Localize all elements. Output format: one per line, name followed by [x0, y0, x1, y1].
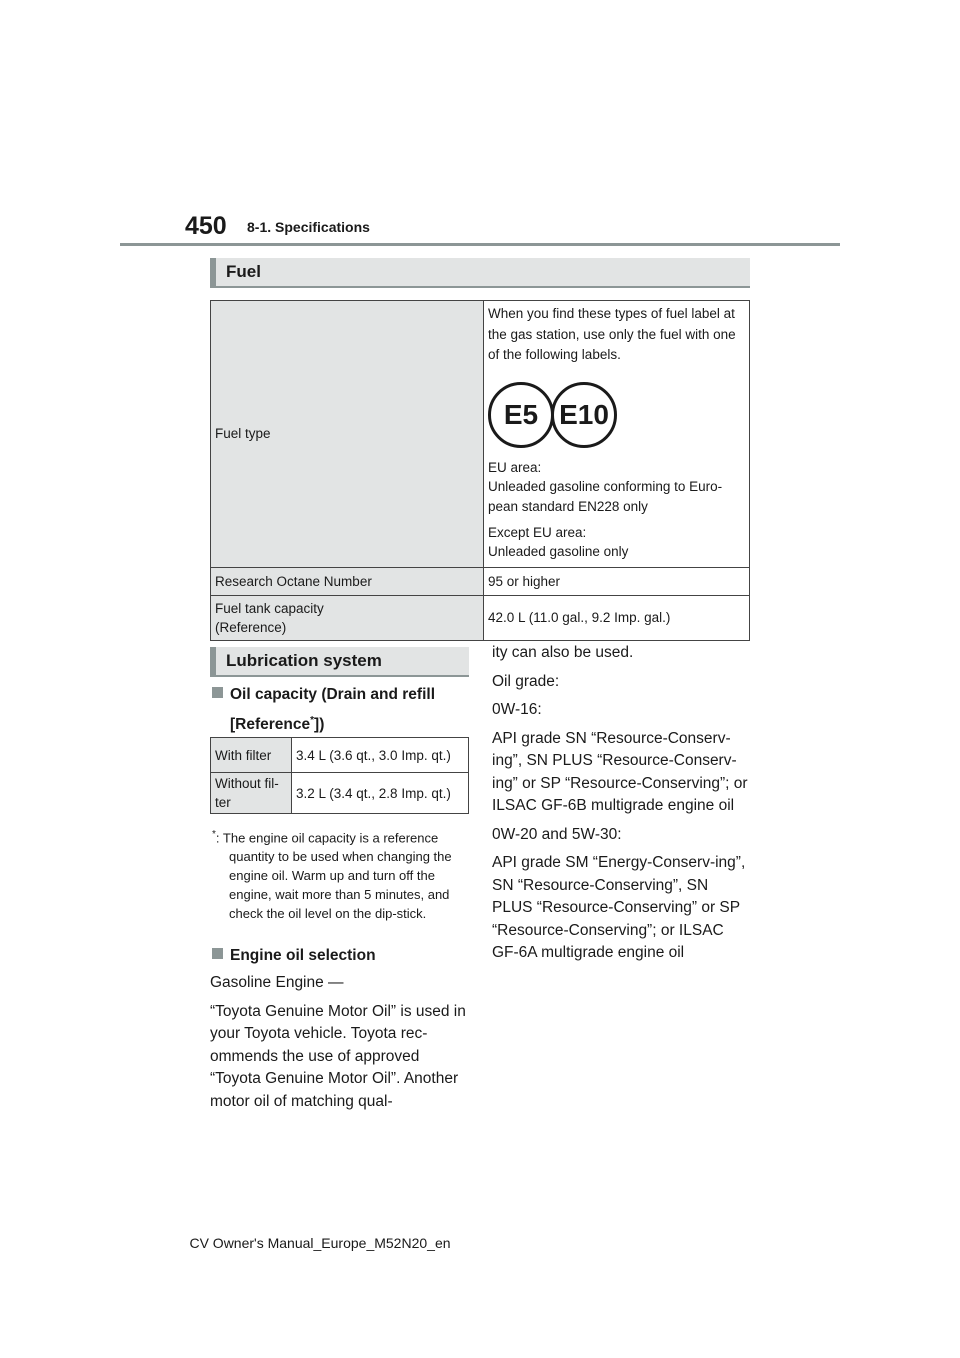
grade-2-label: 0W-20 and 5W-30:	[492, 825, 622, 843]
page-number: 450	[185, 212, 227, 240]
octane-label: Research Octane Number	[211, 567, 484, 595]
octane-value: 95 or higher	[484, 567, 750, 595]
footnote-mark: *	[212, 829, 216, 840]
tank-capacity-label	[211, 595, 484, 640]
table-row	[211, 738, 469, 773]
with-filter-value: 3.4 L (3.6 qt., 3.0 Imp. qt.)	[292, 738, 469, 773]
oil-selection-continuation: ity can also be used.	[492, 644, 634, 661]
table-row	[211, 301, 750, 568]
oil-selection-heading	[212, 943, 376, 969]
fuel-heading-text: Fuel	[226, 262, 261, 281]
footnote-ref: *	[310, 715, 315, 726]
table-row	[211, 567, 750, 595]
table-row	[211, 773, 469, 814]
footer-text: CV Owner's Manual_Europe_M52N20_en	[189, 1235, 451, 1251]
bullet-square-icon	[212, 948, 223, 959]
footnote-text: : The engine oil capacity is a reference quantity to be used when changing the engine oil. Warm up and turn off the engine, wait more than 5 minutes, and check the oil level on the dip-stick.	[215, 830, 452, 922]
tank-capacity-label-line1: Fuel tank capacity	[215, 600, 324, 616]
fuel-table	[210, 300, 750, 641]
eu-area-text: Unleaded gasoline conforming to Euro-pean standard EN228 only	[488, 478, 723, 514]
oil-capacity-table	[210, 737, 469, 814]
tank-capacity-value: 42.0 L (11.0 gal., 9.2 Imp. gal.)	[484, 595, 750, 640]
grade-1-text: API grade SN “Resource-Conserv-ing”, SN PLUS “Resource-Conserv-ing” or SP “Resource-Conserving”; or ILSAC GF-6B multigrade engine oil	[492, 729, 748, 814]
oil-capacity-heading-line1: Oil capacity (Drain and refill	[230, 686, 436, 703]
header-divider	[120, 243, 840, 246]
oil-capacity-heading-line2: [Reference	[230, 716, 311, 734]
with-filter-label: With filter	[211, 738, 292, 773]
fuel-type-intro: When you find these types of fuel label at the gas station, use only the fuel with one of the following labels.	[488, 306, 736, 362]
e10-fuel-label-icon: E10	[551, 382, 617, 448]
section-title: 8-1. Specifications	[247, 219, 370, 235]
oil-capacity-heading-line3: ])	[314, 716, 325, 734]
oil-grade-column	[492, 642, 752, 971]
without-filter-value: 3.2 L (3.4 qt., 2.8 Imp. qt.)	[292, 773, 469, 814]
footnote	[212, 825, 467, 923]
oil-selection-sub: Gasoline Engine —	[210, 974, 344, 991]
grade-1-label: 0W-16:	[492, 701, 542, 718]
oil-selection-heading-text: Engine oil selection	[230, 947, 376, 964]
e5-fuel-label-icon: E5	[488, 382, 554, 448]
bullet-square-icon	[212, 687, 223, 698]
fuel-type-value	[484, 301, 750, 568]
fuel-type-label: Fuel type	[211, 301, 484, 568]
grade-2-text: API grade SM “Energy-Conserv-ing”, SN “Resource-Conserving”, SN PLUS “Resource-Conserving” or SP “Resource-Conserving”; or ILSAC GF-6A multigrade engine oil	[492, 854, 746, 961]
lubrication-heading	[210, 647, 469, 677]
fuel-heading	[210, 258, 750, 288]
oil-selection-body	[210, 972, 472, 1119]
oil-capacity-heading	[212, 682, 472, 738]
fuel-label-badges	[488, 382, 745, 448]
without-filter-label: Without fil-ter	[211, 773, 292, 814]
table-row	[211, 595, 750, 640]
lubrication-heading-text: Lubrication system	[226, 651, 382, 670]
except-eu-text: Unleaded gasoline only	[488, 543, 629, 559]
eu-area-label: EU area:	[488, 459, 542, 475]
oil-grade-label: Oil grade:	[492, 672, 560, 690]
oil-selection-para: “Toyota Genuine Motor Oil” is used in your Toyota vehicle. Toyota rec-ommends the use of approved “Toyota Genuine Motor Oil”. Another motor oil of matching qual-	[210, 1002, 466, 1110]
tank-capacity-label-line2: (Reference)	[215, 619, 287, 635]
except-eu-label: Except EU area:	[488, 524, 587, 540]
